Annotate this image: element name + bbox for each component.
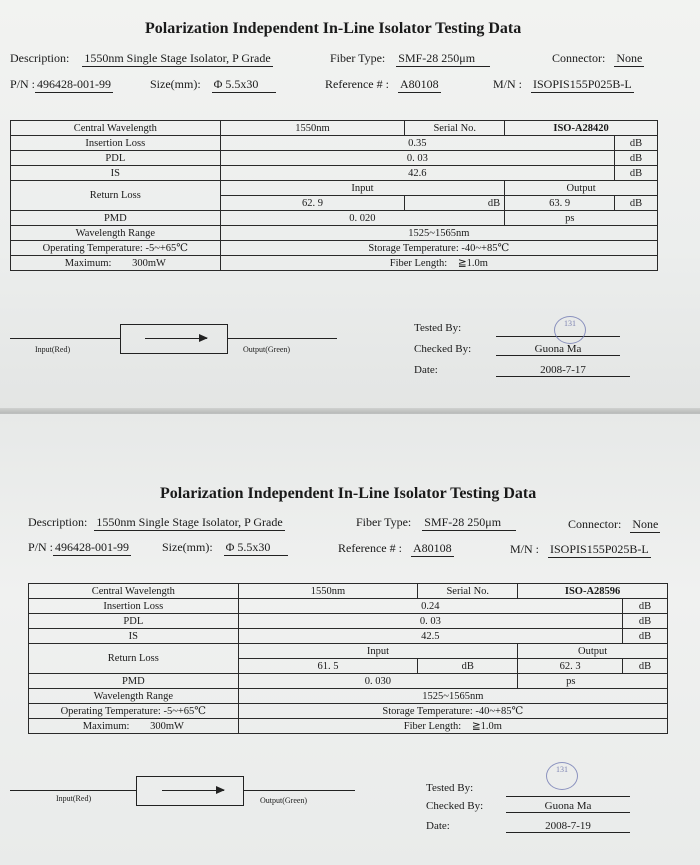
pn-value: 496428-001-99 (37, 77, 112, 91)
description-value: 1550nm Single Stage Isolator, P Grade (96, 515, 283, 529)
checked-by-value: Guona Ma (506, 800, 630, 813)
is-label: IS (29, 629, 239, 644)
maximum-value: 300mW (132, 257, 166, 269)
return-loss-label: Return Loss (11, 181, 221, 211)
unit-db: dB (418, 659, 518, 674)
date-label: Date: (414, 364, 438, 376)
central-wavelength-label: Central Wavelength (11, 121, 221, 136)
unit-db: dB (615, 136, 658, 151)
isolator-body (136, 776, 244, 806)
operating-temperature-value: -5~+65℃ (145, 242, 189, 254)
unit-db: dB (615, 151, 658, 166)
storage-temperature-value: -40~+85℃ (461, 242, 510, 254)
unit-db: dB (623, 659, 668, 674)
is-value: 42.6 (220, 166, 614, 181)
return-loss-input-value: 61. 5 (238, 659, 418, 674)
pn-row: P/N : 496428-001-99 (10, 77, 112, 91)
operating-temperature-cell: Operating Temperature: -5~+65℃ (11, 241, 221, 256)
reference-row: Reference # : A80108 (325, 77, 439, 91)
size-row: Size(mm): Φ 5.5x30 (162, 540, 288, 556)
reference-value: A80108 (412, 541, 452, 555)
insertion-loss-value: 0.24 (238, 599, 622, 614)
maximum-cell: Maximum: 300mW (29, 719, 239, 734)
direction-arrow-icon (145, 338, 207, 339)
fiber-length-cell: Fiber Length: ≧1.0m (220, 256, 657, 271)
return-loss-label: Return Loss (29, 644, 239, 674)
fiber-type-row: Fiber Type: SMF-28 250μm (356, 515, 516, 531)
checked-by-value: Guona Ma (496, 343, 620, 356)
mn-value: ISOPIS155P025B-L (533, 77, 632, 91)
unit-db: dB (405, 196, 505, 211)
serial-label: Serial No. (418, 584, 518, 599)
reference-value: A80108 (399, 77, 439, 91)
pdl-label: PDL (11, 151, 221, 166)
insertion-loss-label: Insertion Loss (11, 136, 221, 151)
reference-row: Reference # : A80108 (338, 541, 452, 555)
pn-value: 496428-001-99 (55, 540, 130, 554)
isolator-diagram (10, 774, 360, 824)
direction-arrow-icon (162, 790, 224, 791)
date-label: Date: (426, 820, 450, 832)
isolator-diagram (10, 318, 350, 368)
pmd-label: PMD (11, 211, 221, 226)
date-value: 2008-7-19 (506, 820, 630, 833)
pdl-value: 0. 03 (238, 614, 622, 629)
fiber-length-cell: Fiber Length: ≧1.0m (238, 719, 667, 734)
operating-temperature-value: -5~+65℃ (163, 705, 207, 717)
unit-db: dB (623, 629, 668, 644)
output-green-label: Output(Green) (260, 796, 308, 805)
mn-value: ISOPIS155P025B-L (550, 542, 649, 556)
connector-row: Connector: None (568, 517, 659, 531)
tested-by-label: Tested By: (414, 322, 462, 334)
checked-by-label: Checked By: (426, 800, 484, 812)
connector-value: None (632, 517, 659, 531)
unit-db: dB (623, 599, 668, 614)
wavelength-range-value: 1525~1565nm (220, 226, 657, 241)
inspection-stamp: 131 (546, 762, 578, 790)
wavelength-range-value: 1525~1565nm (238, 689, 667, 704)
fiber-type-value: SMF-28 250μm (396, 51, 490, 67)
signature-block (414, 319, 644, 382)
serial-value: ISO-A28420 (505, 121, 658, 136)
connector-value: None (616, 51, 643, 65)
central-wavelength-value: 1550nm (220, 121, 405, 136)
checked-by-label: Checked By: (414, 343, 472, 355)
input-red-label: Input(Red) (35, 345, 71, 354)
description-row: Description: 1550nm Single Stage Isolator, P Grade (10, 51, 271, 65)
unit-db: dB (615, 196, 658, 211)
return-loss-output-label: Output (505, 181, 658, 196)
operating-temperature-cell: Operating Temperature: -5~+65℃ (29, 704, 239, 719)
description-row: Description: 1550nm Single Stage Isolator, P Grade (28, 515, 283, 529)
pmd-value: 0. 020 (220, 211, 505, 226)
insertion-loss-value: 0.35 (220, 136, 614, 151)
pn-row: P/N : 496428-001-99 (28, 540, 130, 554)
unit-db: dB (623, 614, 668, 629)
sheet-title: Polarization Independent In-Line Isolator Testing Data (145, 20, 522, 37)
return-loss-input-value: 62. 9 (220, 196, 405, 211)
connector-row: Connector: None (552, 51, 643, 65)
pmd-label: PMD (29, 674, 239, 689)
pdl-value: 0. 03 (220, 151, 614, 166)
isolator-body (120, 324, 228, 354)
sheet-title: Polarization Independent In-Line Isolator Testing Data (160, 485, 537, 502)
is-label: IS (11, 166, 221, 181)
signature-block (426, 765, 656, 842)
return-loss-input-label: Input (238, 644, 518, 659)
return-loss-input-label: Input (220, 181, 505, 196)
fiber-length-value: ≧1.0m (457, 257, 488, 269)
maximum-cell: Maximum: 300mW (11, 256, 221, 271)
size-value: Φ 5.5x30 (212, 77, 276, 93)
return-loss-output-label: Output (518, 644, 668, 659)
mn-row: M/N : ISOPIS155P025B-L (493, 77, 632, 91)
fiber-type-value: SMF-28 250μm (422, 515, 516, 531)
tested-by-label: Tested By: (426, 782, 474, 794)
storage-temperature-cell: Storage Temperature: -40~+85℃ (238, 704, 667, 719)
insertion-loss-label: Insertion Loss (29, 599, 239, 614)
description-value: 1550nm Single Stage Isolator, P Grade (84, 51, 271, 65)
serial-label: Serial No. (405, 121, 505, 136)
is-value: 42.5 (238, 629, 622, 644)
wavelength-range-label: Wavelength Range (29, 689, 239, 704)
central-wavelength-value: 1550nm (238, 584, 418, 599)
unit-ps: ps (505, 211, 658, 226)
mn-row: M/N : ISOPIS155P025B-L (510, 542, 649, 556)
test-sheet-2 (0, 414, 700, 865)
fiber-length-value: ≧1.0m (471, 720, 502, 732)
pdl-label: PDL (29, 614, 239, 629)
maximum-value: 300mW (150, 720, 184, 732)
output-green-label: Output(Green) (243, 345, 291, 354)
storage-temperature-cell: Storage Temperature: -40~+85℃ (220, 241, 657, 256)
fiber-type-row: Fiber Type: SMF-28 250μm (330, 51, 490, 67)
test-sheet-1 (0, 0, 700, 412)
unit-ps: ps (518, 674, 668, 689)
return-loss-output-value: 62. 3 (518, 659, 623, 674)
test-data-table (28, 583, 668, 734)
test-data-table (10, 120, 658, 271)
return-loss-output-value: 63. 9 (505, 196, 615, 211)
wavelength-range-label: Wavelength Range (11, 226, 221, 241)
inspection-stamp: 131 (554, 316, 586, 344)
unit-db: dB (615, 166, 658, 181)
date-value: 2008-7-17 (496, 364, 630, 377)
size-row: Size(mm): Φ 5.5x30 (150, 77, 276, 93)
serial-value: ISO-A28596 (518, 584, 668, 599)
input-red-label: Input(Red) (56, 794, 92, 803)
size-value: Φ 5.5x30 (224, 540, 288, 556)
central-wavelength-label: Central Wavelength (29, 584, 239, 599)
storage-temperature-value: -40~+85℃ (475, 705, 524, 717)
pmd-value: 0. 030 (238, 674, 518, 689)
